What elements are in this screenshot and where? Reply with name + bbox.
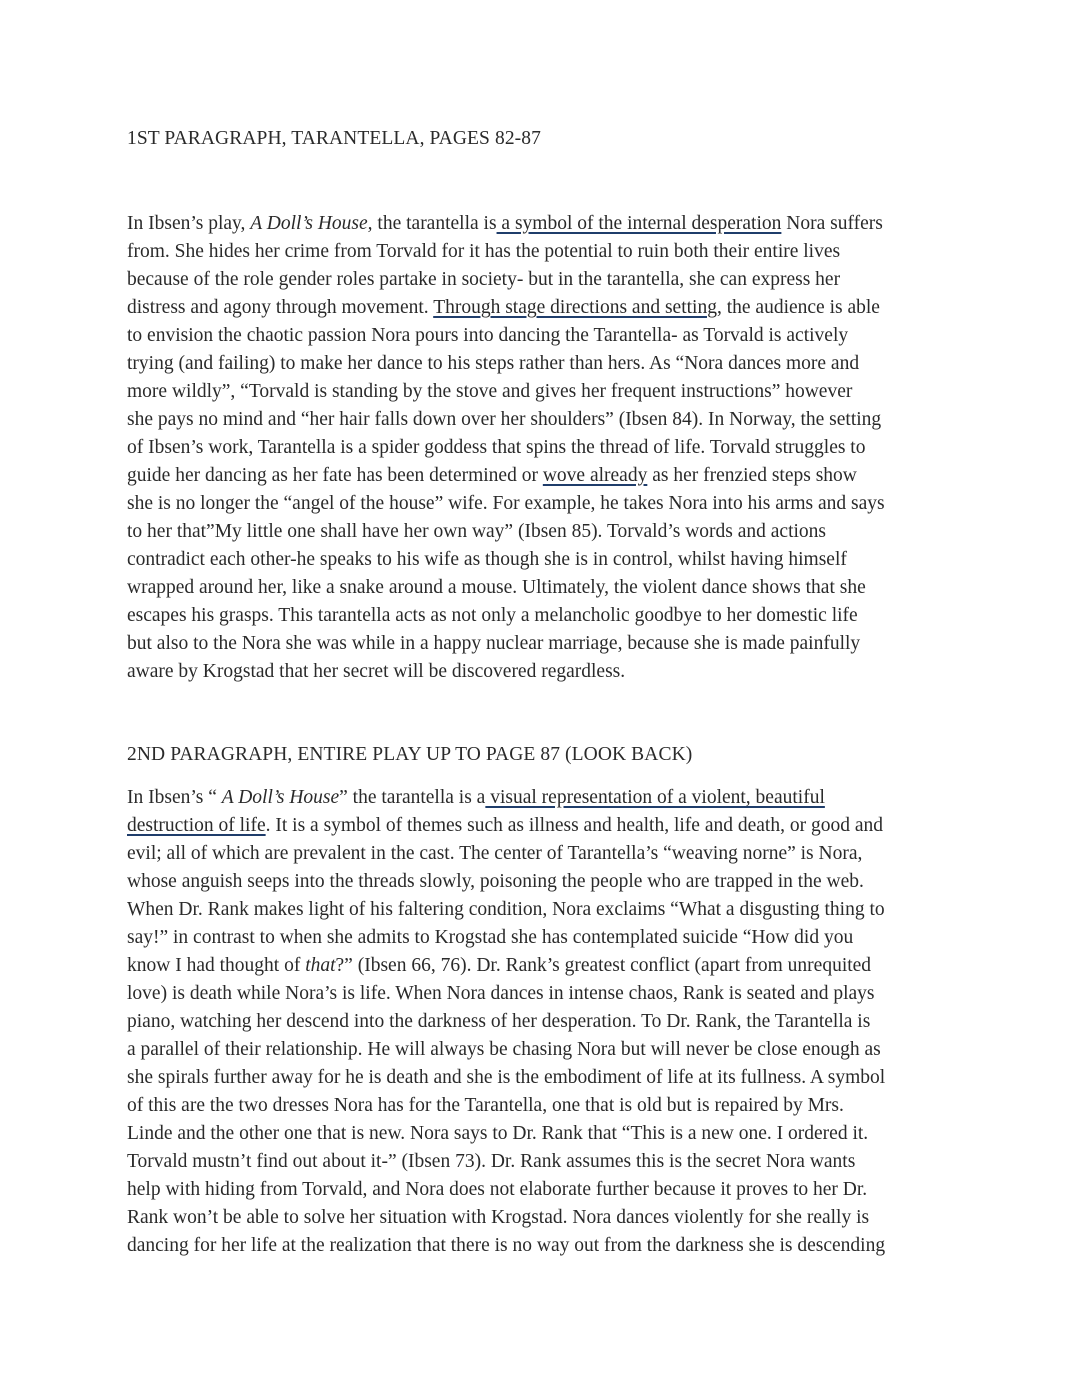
text-line: know I had thought of that?” (Ibsen 66, 76). Dr. Rank’s greatest conflict (apart from unrequited (127, 955, 872, 976)
text-line: of this are the two dresses Nora has for the Tarantella, one that is old but is repaired by Mrs. (127, 1095, 844, 1116)
text-line: Linde and the other one that is new. Nora says to Dr. Rank that “This is a new one. I ordered it. (127, 1123, 869, 1144)
text-line: In Ibsen’s play, A Doll’s House, the tarantella is a symbol of the internal desperation Nora suffers (127, 213, 883, 234)
text-line: In Ibsen’s “ A Doll’s House” the tarantella is a visual representation of a violent, beautiful (127, 787, 825, 808)
underlined-phrase: wove already (542, 465, 648, 486)
text-line: from. She hides her crime from Torvald for it has the potential to ruin both their entire lives (127, 241, 841, 262)
section-1-paragraph (127, 210, 957, 686)
underlined-phrase: visual representation of a violent, beautiful (485, 787, 825, 808)
text-line: say!” in contrast to when she admits to Krogstad she has contemplated suicide “How did you (127, 927, 854, 948)
section-2-paragraph (127, 784, 957, 1260)
text-line: whose anguish seeps into the threads slowly, poisoning the people who are trapped in the web. (127, 871, 864, 892)
text-line: because of the role gender roles partake in society- but in the tarantella, she can express her (127, 269, 841, 290)
text-line: she is no longer the “angel of the house” wife. For example, he takes Nora into his arms and says (127, 493, 885, 514)
italic-title: that (305, 955, 336, 976)
underlined-phrase: Through stage directions and setting (433, 297, 717, 318)
section-1-heading: 1ST PARAGRAPH, TARANTELLA, PAGES 82-87 (127, 128, 541, 149)
text-line: help with hiding from Torvald, and Nora does not elaborate further because it proves to her Dr. (127, 1179, 868, 1200)
underlined-phrase: a symbol of the internal desperation (496, 213, 782, 234)
section-2-heading: 2ND PARAGRAPH, ENTIRE PLAY UP TO PAGE 87 (LOOK BACK) (127, 744, 693, 765)
text-line: destruction of life. It is a symbol of themes such as illness and health, life and death, or good and (127, 815, 883, 836)
text-line: escapes his grasps. This tarantella acts as not only a melancholic goodbye to her domestic life (127, 605, 858, 626)
text-line: contradict each other-he speaks to his wife as though she is in control, whilst having himself (127, 549, 847, 570)
text-line: more wildly”, “Torvald is standing by the stove and gives her frequent instructions” however (127, 381, 853, 402)
text-line: dancing for her life at the realization that there is no way out from the darkness she is descending (127, 1235, 886, 1256)
text-line: of Ibsen’s work, Tarantella is a spider goddess that spins the thread of life. Torvald struggles to (127, 437, 866, 458)
text-line: a parallel of their relationship. He will always be chasing Nora but will never be close enough as (127, 1039, 881, 1060)
text-line: evil; all of which are prevalent in the cast. The center of Tarantella’s “weaving norne” is Nora, (127, 843, 863, 864)
text-line: to envision the chaotic passion Nora pours into dancing the Tarantella- as Torvald is actively (127, 325, 849, 346)
text-line: aware by Krogstad that her secret will be discovered regardless. (127, 661, 626, 682)
text-line: she pays no mind and “her hair falls down over her shoulders” (Ibsen 84). In Norway, the setting (127, 409, 882, 430)
text-line: she spirals further away for he is death and she is the embodiment of life at its fullness. A symbol (127, 1067, 886, 1088)
text-line: to her that”My little one shall have her own way” (Ibsen 85). Torvald’s words and actions (127, 521, 827, 542)
text-line: trying (and failing) to make her dance to his steps rather than hers. As “Nora dances more and (127, 353, 860, 374)
text-line: When Dr. Rank makes light of his faltering condition, Nora exclaims “What a disgusting thing to (127, 899, 885, 920)
underlined-phrase: destruction of life (127, 815, 266, 836)
italic-title: A Doll’s House, (250, 213, 373, 234)
text-line: piano, watching her descend into the darkness of her desperation. To Dr. Rank, the Tarantella is (127, 1011, 871, 1032)
text-line: distress and agony through movement. Through stage directions and setting, the audience is able (127, 297, 880, 318)
text-line: but also to the Nora she was while in a happy nuclear marriage, because she is made painfully (127, 633, 861, 654)
text-line: wrapped around her, like a snake around a mouse. Ultimately, the violent dance shows that she (127, 577, 866, 598)
text-line: Torvald mustn’t find out about it-” (Ibsen 73). Dr. Rank assumes this is the secret Nora wants (127, 1151, 856, 1172)
text-line: Rank won’t be able to solve her situation with Krogstad. Nora dances violently for she really is (127, 1207, 870, 1228)
text-line: guide her dancing as her fate has been determined or wove already as her frenzied steps show (127, 465, 857, 486)
italic-title: A Doll’s House (221, 787, 340, 808)
text-line: love) is death while Nora’s is life. When Nora dances in intense chaos, Rank is seated and plays (127, 983, 875, 1004)
